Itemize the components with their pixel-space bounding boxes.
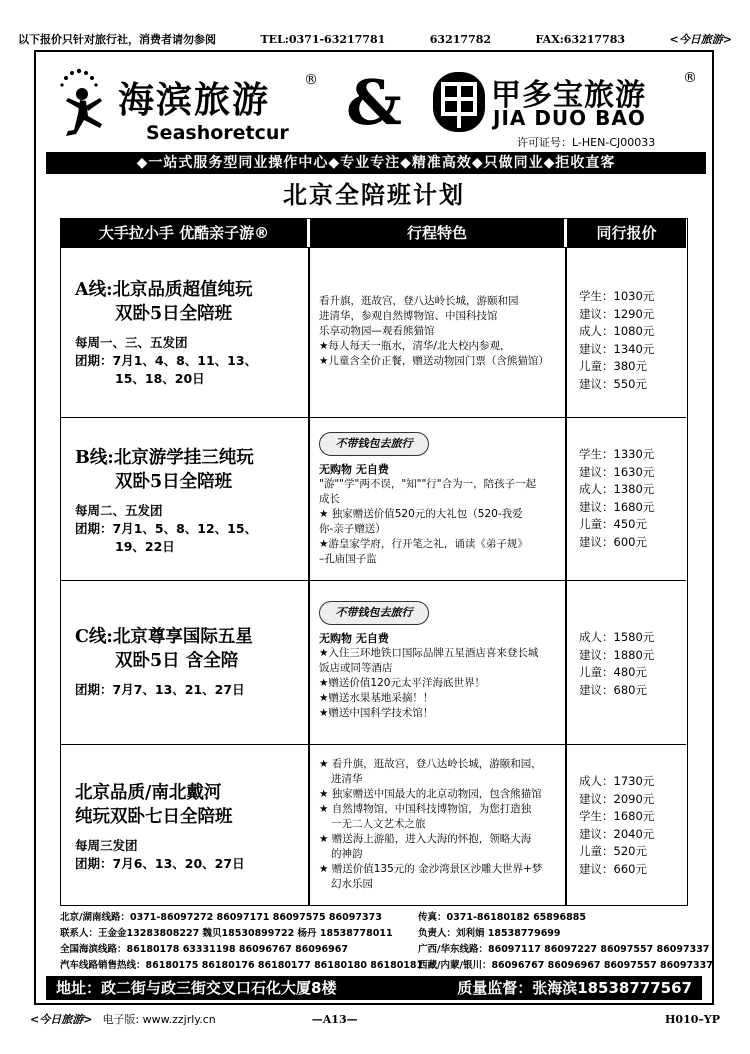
feature-line: 乐享动物园—观看熊猫馆 bbox=[319, 325, 435, 337]
price-line: 学生：1680元 bbox=[579, 809, 655, 823]
route-name-cell bbox=[75, 278, 301, 388]
price-line: 建议：680元 bbox=[579, 682, 647, 697]
feature-line: ★ 独家赠送中国最大的北京动物园，包含熊猫馆 bbox=[319, 788, 542, 800]
price-line: 成人：1730元 bbox=[579, 774, 655, 788]
route-title: C线:北京尊享国际五星 bbox=[75, 627, 253, 647]
feature-line: ★ 赠送海上游船，进入大海的怀抱，领略大海 bbox=[319, 833, 532, 845]
features-cell bbox=[319, 757, 559, 892]
header-product: 大手拉小手 优酷亲子游® bbox=[61, 219, 307, 247]
price-line: 儿童：480元 bbox=[579, 665, 647, 679]
address-bar bbox=[46, 976, 702, 1000]
registered-mark: ® bbox=[683, 70, 697, 86]
feature-line: ★赠送中国科学技术馆！ bbox=[319, 707, 434, 719]
feature-highlight: 无购物 无自费 bbox=[319, 632, 389, 645]
contact-line: 联系人：王金金13283808227 魏贝18530899722 杨丹 18538778011 bbox=[60, 928, 393, 939]
logo-row bbox=[46, 60, 706, 150]
jiaduobao-logo bbox=[431, 64, 706, 148]
feature-line: 的神韵 bbox=[331, 848, 363, 860]
price-cell bbox=[579, 773, 679, 878]
contact-line: 汽车线路销售热线：86180175 86180176 86180177 86180180 86180181 bbox=[60, 960, 424, 971]
feature-line: ★赠送水果基地采摘！！ bbox=[319, 692, 434, 704]
feature-line: 你-亲子赠送） bbox=[319, 523, 386, 535]
price-line: 学生：1030元 bbox=[579, 289, 655, 303]
page-footer bbox=[30, 1010, 720, 1028]
notice-text: 以下报价只针对旅行社，消费者请勿参阅 bbox=[18, 33, 216, 46]
route-subtitle: 双卧5日全陪班 bbox=[115, 304, 233, 324]
publication-brand: <今日旅游> bbox=[669, 33, 732, 46]
features-cell bbox=[319, 294, 559, 369]
departure-info: 每周二、五发团 bbox=[75, 503, 163, 518]
price-line: 成人：1580元 bbox=[579, 630, 655, 644]
header-features: 行程特色 bbox=[310, 219, 564, 247]
footer-website: 电子版: www.zzjrly.cn bbox=[102, 1013, 216, 1026]
departure-dates: 团期：7月1、4、8、11、13、 bbox=[75, 353, 258, 368]
route-row-a bbox=[61, 247, 686, 417]
price-cell bbox=[579, 629, 679, 699]
tel-text: TEL:0371-63217781 bbox=[260, 32, 386, 46]
feature-line: ★ 看升旗，逛故宫，登八达岭长城，游颐和园， bbox=[319, 758, 542, 770]
price-line: 儿童：450元 bbox=[579, 517, 647, 531]
contacts-block bbox=[60, 910, 713, 974]
features-cell bbox=[319, 432, 559, 567]
ampersand: & bbox=[346, 66, 402, 139]
price-line: 建议：550元 bbox=[579, 376, 647, 391]
footer-brand: <今日旅游> bbox=[30, 1013, 93, 1026]
license-number: 许可证号：L-HEN-CJ00033 bbox=[517, 136, 656, 149]
contact-line: 西藏/内蒙/银川：86096767 86096967 86097557 86097337 bbox=[418, 960, 713, 971]
route-subtitle: 双卧5日 含全陪 bbox=[115, 651, 239, 671]
feature-line: 进清华，参观自然博物馆、中国科技馆 bbox=[319, 310, 498, 322]
feature-line: ★ 独家赠送价值520元的大礼包（520-我爱 bbox=[319, 508, 523, 520]
contact-line: 广西/华东线路：86097117 86097227 86097557 86097337 bbox=[418, 944, 710, 955]
price-line: 学生：1330元 bbox=[579, 447, 655, 461]
price-line: 儿童：380元 bbox=[579, 359, 647, 373]
feature-line: ★儿童含全价正餐，赠送动物园门票（含熊猫馆） bbox=[319, 355, 549, 367]
departure-dates: 团期：7月7、13、21、27日 bbox=[75, 682, 245, 697]
departure-info: 每周一、三、五发团 bbox=[75, 335, 188, 350]
no-wallet-banner: 不带钱包去旅行 bbox=[319, 432, 429, 456]
feature-line: ★赠送价值120元太平洋海底世界！ bbox=[319, 677, 485, 689]
route-row-d bbox=[61, 744, 686, 905]
contact-line: 负责人：刘利娟 18538779699 bbox=[418, 928, 561, 939]
seashore-logo bbox=[46, 64, 346, 148]
feature-line: 成长 bbox=[319, 493, 340, 505]
jia-emblem-icon bbox=[431, 70, 487, 134]
header-price: 同行报价 bbox=[567, 219, 686, 247]
slogan-bar: ◆一站式服务型同业操作中心◆专业专注◆精准高效◆只做同业◆拒收直客 bbox=[46, 152, 706, 174]
feature-line: ★ 自然博物馆，中国科技博物馆，为您打造独 bbox=[319, 803, 532, 815]
seashore-en-name: Seashoretcur bbox=[146, 122, 289, 144]
feature-line: ★入住三环地铁口国际品牌五星酒店喜来登长城 bbox=[319, 647, 539, 659]
feature-line: 幻水乐园 bbox=[331, 878, 373, 890]
feature-line: ★游皇家学府，行开笔之礼，诵读《弟子规》 bbox=[319, 538, 528, 550]
price-line: 建议：2040元 bbox=[579, 826, 655, 841]
departure-info: 每周三发团 bbox=[75, 838, 138, 853]
route-row-b bbox=[61, 417, 686, 580]
feature-line: –孔庙国子监 bbox=[319, 553, 377, 565]
no-wallet-banner: 不带钱包去旅行 bbox=[319, 601, 429, 625]
route-title: 北京品质/南北戴河 bbox=[75, 783, 222, 803]
feature-line: 一无二人文艺术之旅 bbox=[331, 818, 426, 830]
table-header bbox=[61, 219, 686, 247]
price-line: 建议：600元 bbox=[579, 534, 647, 549]
price-line: 建议：2090元 bbox=[579, 791, 655, 806]
route-name-cell bbox=[75, 446, 301, 556]
price-line: 建议：1290元 bbox=[579, 306, 655, 321]
route-name-cell bbox=[75, 781, 301, 873]
supervision-text: 质量监督：张海滨18538777567 bbox=[457, 979, 692, 997]
feature-line: ★每人每天一瓶水，清华/北大校内参观， bbox=[319, 340, 511, 352]
main-frame bbox=[34, 50, 714, 1005]
contact-line: 传真：0371-86180182 65896885 bbox=[418, 912, 586, 923]
top-info-bar bbox=[18, 30, 732, 48]
runner-logo-icon bbox=[46, 64, 116, 148]
feature-line: 看升旗，逛故宫，登八达岭长城，游颐和园 bbox=[319, 295, 519, 307]
route-subtitle: 纯玩双卧七日全陪班 bbox=[75, 807, 233, 827]
feature-line: 进清华 bbox=[331, 773, 363, 785]
issue-code: H010–YP bbox=[665, 1012, 720, 1026]
registered-mark: ® bbox=[304, 72, 318, 88]
jiaduobao-en-name: JIA DUO BAO bbox=[493, 106, 646, 130]
feature-highlight: 无购物 无自费 bbox=[319, 463, 389, 476]
contact-line: 全国海滨线路：86180178 63331198 86096767 86096967 bbox=[60, 944, 348, 955]
price-line: 成人：1380元 bbox=[579, 482, 655, 496]
departure-dates: 团期：7月6、13、20、27日 bbox=[75, 856, 245, 871]
feature-line: "游""学"两不误，"知""行"合为一，陪孩子一起 bbox=[319, 478, 537, 490]
feature-line: ★ 赠送价值135元的 金沙湾景区沙雕大世界+梦 bbox=[319, 863, 543, 875]
route-subtitle: 双卧5日全陪班 bbox=[115, 472, 233, 492]
price-line: 建议：1340元 bbox=[579, 341, 655, 356]
departure-dates-cont: 19、22日 bbox=[115, 539, 175, 554]
jiaduobao-cn-name: 甲多宝旅游 bbox=[491, 78, 646, 113]
fax-text: FAX:63217783 bbox=[535, 32, 626, 46]
price-cell bbox=[579, 446, 679, 551]
route-title: B线:北京游学挂三纯玩 bbox=[75, 448, 254, 468]
route-table bbox=[60, 218, 688, 906]
departure-dates: 团期：7月1、5、8、12、15、 bbox=[75, 521, 258, 536]
departure-dates-cont: 15、18、20日 bbox=[115, 371, 205, 386]
route-row-c bbox=[61, 580, 686, 744]
features-cell bbox=[319, 601, 559, 721]
price-line: 建议：1880元 bbox=[579, 647, 655, 662]
price-line: 建议：660元 bbox=[579, 861, 647, 876]
price-line: 建议：1630元 bbox=[579, 464, 655, 479]
contact-line: 北京/湖南线路：0371-86097272 86097171 86097575 86097373 bbox=[60, 912, 382, 923]
price-line: 儿童：520元 bbox=[579, 844, 647, 858]
feature-line: 饭店或同等酒店 bbox=[319, 662, 393, 674]
seashore-cn-name: 海滨旅游 bbox=[118, 79, 271, 121]
page-number: —A13— bbox=[311, 1012, 358, 1026]
route-title: A线:北京品质超值纯玩 bbox=[75, 280, 253, 300]
price-line: 建议：1680元 bbox=[579, 499, 655, 514]
price-line: 成人：1080元 bbox=[579, 324, 655, 338]
route-name-cell bbox=[75, 625, 301, 699]
page-title: 北京全陪班计划 bbox=[283, 181, 465, 209]
address-text: 地址：政二街与政三街交叉口石化大厦8楼 bbox=[56, 979, 337, 997]
tel2-text: 63217782 bbox=[429, 32, 492, 46]
price-cell bbox=[579, 288, 679, 393]
